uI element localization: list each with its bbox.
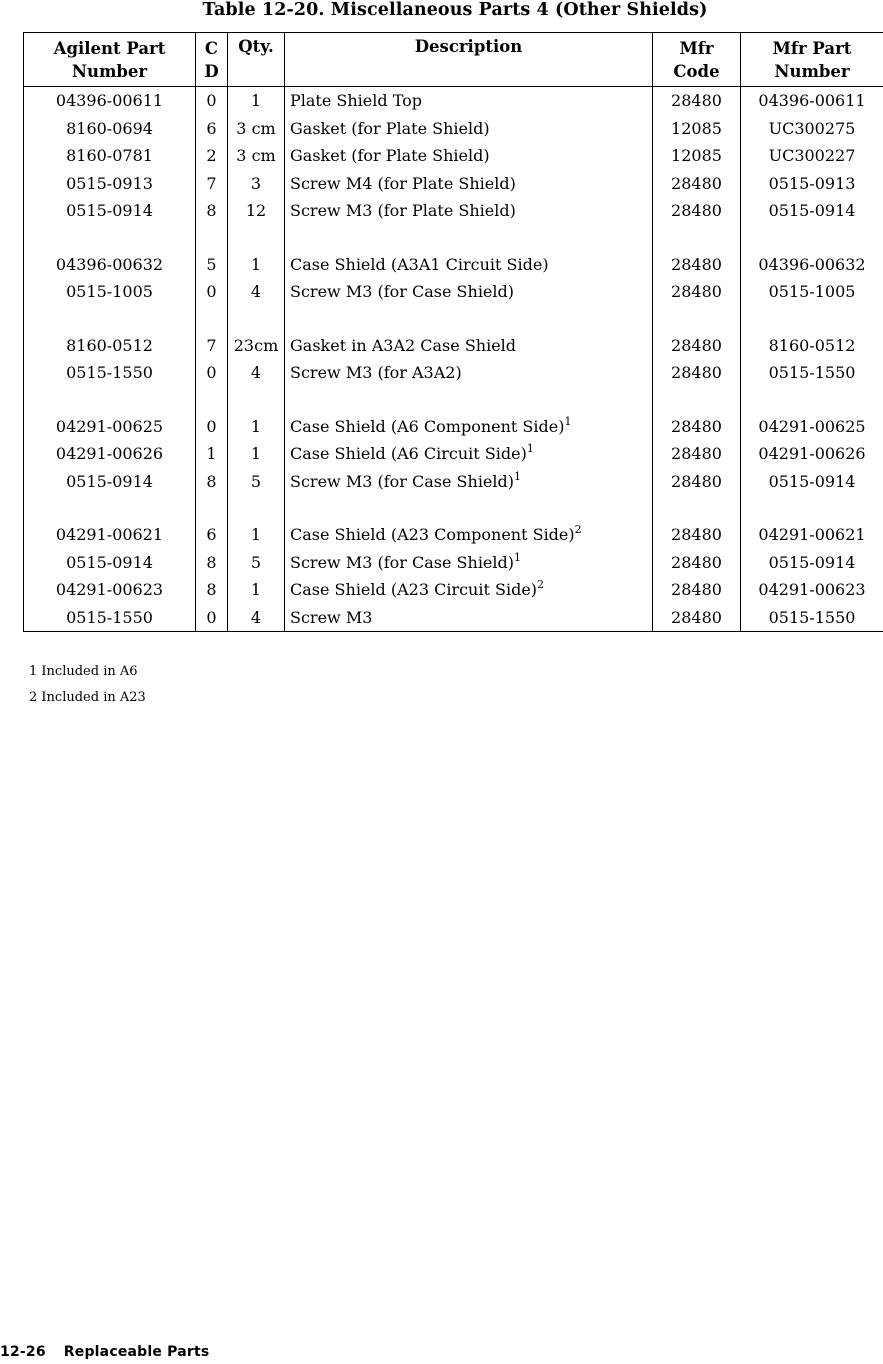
description-text: Screw M3 <box>290 607 373 627</box>
description-cell <box>285 142 653 170</box>
spacer-cell <box>741 306 883 332</box>
part-number-cell: 04291-00626 <box>24 440 196 468</box>
part-number-cell: 04396-00632 <box>24 251 196 279</box>
table-row <box>24 251 883 279</box>
mfr-code-cell: 28480 <box>653 549 741 577</box>
mfr-part-number-cell: 04291-00626 <box>741 440 883 468</box>
spacer-cell <box>228 225 285 251</box>
table-row <box>24 604 883 632</box>
part-number-cell: 0515-0914 <box>24 468 196 496</box>
table-row <box>24 142 883 170</box>
part-number-cell: 0515-0914 <box>24 197 196 225</box>
mfr-code-cell: 28480 <box>653 359 741 387</box>
spacer-cell <box>228 306 285 332</box>
qty-cell: 23cm <box>228 332 285 360</box>
group-spacer <box>24 495 883 521</box>
group-spacer <box>24 387 883 413</box>
mfr-code-cell: 28480 <box>653 170 741 198</box>
qty-cell: 1 <box>228 521 285 549</box>
description-text: Gasket in A3A2 Case Shield <box>290 335 517 355</box>
mfr-code-cell: 28480 <box>653 251 741 279</box>
spacer-cell <box>741 225 883 251</box>
header-mfr-part-number: Mfr Part Number <box>741 33 883 87</box>
description-cell <box>285 468 653 496</box>
cd-cell: 8 <box>196 197 228 225</box>
page-number: 12-26 <box>0 1344 46 1360</box>
spacer-cell <box>196 225 228 251</box>
spacer-cell <box>653 306 741 332</box>
description-text: Case Shield (A6 Component Side) <box>290 416 565 436</box>
mfr-part-number-cell: 04291-00621 <box>741 521 883 549</box>
footnotes <box>29 659 146 711</box>
mfr-part-number-cell: 0515-1550 <box>741 604 883 632</box>
mfr-code-cell: 12085 <box>653 115 741 143</box>
spacer-cell <box>24 495 196 521</box>
table-row <box>24 278 883 306</box>
cd-cell: 8 <box>196 576 228 604</box>
spacer-cell <box>196 387 228 413</box>
mfr-code-cell: 28480 <box>653 197 741 225</box>
parts-table <box>23 32 883 632</box>
cd-cell: 8 <box>196 549 228 577</box>
header-qty: Qty. <box>228 33 285 87</box>
spacer-cell <box>653 225 741 251</box>
mfr-part-number-cell: 8160-0512 <box>741 332 883 360</box>
description-text: Screw M3 (for Case Shield) <box>290 282 514 301</box>
cd-cell: 5 <box>196 251 228 279</box>
table-row <box>24 359 883 387</box>
mfr-code-cell: 28480 <box>653 604 741 632</box>
part-number-cell: 04396-00611 <box>24 87 196 115</box>
table-row <box>24 115 883 143</box>
description-text: Gasket (for Plate Shield) <box>290 118 490 138</box>
part-number-cell: 8160-0694 <box>24 115 196 143</box>
mfr-code-cell: 28480 <box>653 413 741 441</box>
description-text: Case Shield (A6 Circuit Side) <box>290 444 527 463</box>
description-text: Plate Shield Top <box>290 91 423 110</box>
part-number-cell: 04291-00621 <box>24 521 196 549</box>
table-header <box>24 33 883 87</box>
footnote: 2 Included in A23 <box>29 690 146 705</box>
part-number-cell: 0515-1550 <box>24 604 196 632</box>
description-cell <box>285 332 653 360</box>
description-text: Screw M3 (for Case Shield) <box>290 552 514 572</box>
group-spacer <box>24 225 883 251</box>
qty-cell: 1 <box>228 87 285 115</box>
cd-cell: 0 <box>196 604 228 632</box>
description-text: Screw M3 (for A3A2) <box>290 363 462 382</box>
page-footer <box>0 1344 209 1360</box>
cd-cell: 1 <box>196 440 228 468</box>
spacer-cell <box>196 495 228 521</box>
qty-cell: 3 cm <box>228 142 285 170</box>
mfr-part-number-cell: 0515-0914 <box>741 549 883 577</box>
mfr-part-number-cell: 04291-00625 <box>741 413 883 441</box>
qty-cell: 1 <box>228 576 285 604</box>
spacer-cell <box>24 387 196 413</box>
part-number-cell: 04291-00625 <box>24 413 196 441</box>
mfr-code-cell: 28480 <box>653 576 741 604</box>
description-cell <box>285 278 653 306</box>
table-body <box>24 87 883 632</box>
mfr-code-cell: 28480 <box>653 468 741 496</box>
spacer-cell <box>285 387 653 413</box>
cd-cell: 0 <box>196 278 228 306</box>
mfr-code-cell: 28480 <box>653 521 741 549</box>
cd-cell: 6 <box>196 521 228 549</box>
footnote-ref: 1 <box>514 469 521 483</box>
description-cell <box>285 549 653 577</box>
mfr-part-number-cell: 0515-0914 <box>741 197 883 225</box>
mfr-code-cell: 28480 <box>653 440 741 468</box>
description-cell <box>285 251 653 279</box>
mfr-part-number-cell: 04396-00611 <box>741 87 883 115</box>
description-cell <box>285 576 653 604</box>
group-spacer <box>24 306 883 332</box>
mfr-part-number-cell: 0515-0913 <box>741 170 883 198</box>
cd-cell: 0 <box>196 359 228 387</box>
table-row <box>24 576 883 604</box>
mfr-code-cell: 28480 <box>653 87 741 115</box>
mfr-part-number-cell: 0515-1005 <box>741 278 883 306</box>
qty-cell: 3 cm <box>228 115 285 143</box>
qty-cell: 5 <box>228 468 285 496</box>
section-title: Replaceable Parts <box>63 1344 210 1360</box>
table-title: Table 12-20. Miscellaneous Parts 4 (Other Shields) <box>202 0 708 20</box>
qty-cell: 4 <box>228 359 285 387</box>
description-cell <box>285 87 653 115</box>
spacer-cell <box>741 387 883 413</box>
qty-cell: 4 <box>228 278 285 306</box>
spacer-cell <box>285 306 653 332</box>
cd-cell: 6 <box>196 115 228 143</box>
description-cell <box>285 359 653 387</box>
spacer-cell <box>285 225 653 251</box>
description-cell <box>285 521 653 549</box>
table-row <box>24 521 883 549</box>
description-text: Case Shield (A3A1 Circuit Side) <box>290 254 549 274</box>
table-row <box>24 549 883 577</box>
description-text: Case Shield (A23 Circuit Side) <box>290 580 538 599</box>
description-cell <box>285 197 653 225</box>
table-row <box>24 87 883 115</box>
table-row <box>24 197 883 225</box>
part-number-cell: 0515-0914 <box>24 549 196 577</box>
header-description: Description <box>285 33 653 87</box>
footnote-ref: 1 <box>526 442 534 455</box>
table-row <box>24 413 883 441</box>
mfr-part-number-cell: UC300275 <box>741 115 883 143</box>
description-cell <box>285 413 653 441</box>
spacer-cell <box>24 306 196 332</box>
qty-cell: 12 <box>228 197 285 225</box>
part-number-cell: 0515-0913 <box>24 170 196 198</box>
qty-cell: 4 <box>228 604 285 632</box>
spacer-cell <box>741 495 883 521</box>
mfr-part-number-cell: 0515-0914 <box>741 468 883 496</box>
spacer-cell <box>653 495 741 521</box>
cd-cell: 7 <box>196 170 228 198</box>
header-part-number: Agilent Part Number <box>24 33 196 87</box>
mfr-code-cell: 12085 <box>653 142 741 170</box>
spacer-cell <box>24 225 196 251</box>
footnote-ref: 1 <box>514 550 521 564</box>
description-cell <box>285 440 653 468</box>
mfr-code-cell: 28480 <box>653 332 741 360</box>
part-number-cell: 04291-00623 <box>24 576 196 604</box>
description-text: Screw M4 (for Plate Shield) <box>290 173 516 193</box>
description-text: Gasket (for Plate Shield) <box>290 146 490 165</box>
part-number-cell: 8160-0512 <box>24 332 196 360</box>
footnote-ref: 2 <box>537 578 545 591</box>
header-mfr-code: Mfr Code <box>653 33 741 87</box>
mfr-part-number-cell: 04291-00623 <box>741 576 883 604</box>
mfr-part-number-cell: 0515-1550 <box>741 359 883 387</box>
spacer-cell <box>653 387 741 413</box>
qty-cell: 5 <box>228 549 285 577</box>
description-cell <box>285 604 653 632</box>
spacer-cell <box>285 495 653 521</box>
mfr-code-cell: 28480 <box>653 278 741 306</box>
spacer-cell <box>228 495 285 521</box>
cd-cell: 0 <box>196 87 228 115</box>
qty-cell: 1 <box>228 440 285 468</box>
qty-cell: 1 <box>228 413 285 441</box>
description-text: Case Shield (A23 Component Side) <box>290 525 575 544</box>
spacer-cell <box>196 306 228 332</box>
table-row <box>24 170 883 198</box>
part-number-cell: 0515-1550 <box>24 359 196 387</box>
footnote-ref: 1 <box>564 414 572 428</box>
description-cell <box>285 170 653 198</box>
mfr-part-number-cell: UC300227 <box>741 142 883 170</box>
header-cd: C D <box>196 33 228 87</box>
qty-cell: 1 <box>228 251 285 279</box>
cd-cell: 0 <box>196 413 228 441</box>
qty-cell: 3 <box>228 170 285 198</box>
cd-cell: 8 <box>196 468 228 496</box>
part-number-cell: 8160-0781 <box>24 142 196 170</box>
footnote-ref: 2 <box>574 523 582 536</box>
footnote: 1 Included in A6 <box>29 664 138 679</box>
cd-cell: 2 <box>196 142 228 170</box>
mfr-part-number-cell: 04396-00632 <box>741 251 883 279</box>
cd-cell: 7 <box>196 332 228 360</box>
table-row <box>24 468 883 496</box>
part-number-cell: 0515-1005 <box>24 278 196 306</box>
table-row <box>24 440 883 468</box>
table-row <box>24 332 883 360</box>
description-cell <box>285 115 653 143</box>
spacer-cell <box>228 387 285 413</box>
description-text: Screw M3 (for Case Shield) <box>290 471 514 491</box>
description-text: Screw M3 (for Plate Shield) <box>290 201 516 220</box>
